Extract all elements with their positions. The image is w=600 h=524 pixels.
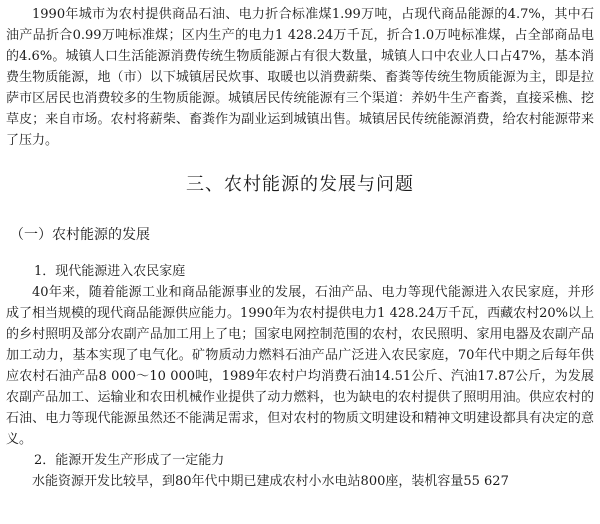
paragraph-hydropower: 水能资源开发比较早，到80年代中期已建成农村小水电站800座，装机容量55 627 xyxy=(32,474,509,489)
section-heading: 三、农村能源的发展与问题 xyxy=(186,174,414,195)
paragraph-urban-energy: 1990年城市为农村提供商品石油、电力折合标准煤1.99万吨，占现代商品能源的4.7%，其中石油产品折合0.99万吨标准煤；区内生产的电力1 428.24万千瓦，折合1.0万吨标准煤，占全部商品电的4.6%。城镇人口生活能源消费传统生物质能源占有很大数量，城镇人口中农业人口占47%，基本消费生物质能源，地（市）以下城镇居民炊事、取暖也以消费薪柴、畜粪等传统生物质能源为主，即是拉萨市区居民也消费较多的生物质能源。城镇居民传统能源有三个渠道：养奶牛生产畜粪，直接采樵、挖草皮；来自市场。农村将薪柴、畜粪作为副业运到城镇出售。城镇居民传统能源消费，给农村能源带来了压力。 xyxy=(6,7,594,148)
item-heading-modern-energy: 1．现代能源进入农民家庭 xyxy=(34,264,186,279)
subsection-heading: （一）农村能源的发展 xyxy=(10,227,150,243)
item-heading-energy-production: 2．能源开发生产形成了一定能力 xyxy=(34,453,225,468)
paragraph-modern-energy: 40年来，随着能源工业和商品能源事业的发展，石油产品、电力等现代能源进入农民家庭，并形成了相当规模的现代商品能源供应能力。1990年为农村提供电力1 428.24万千瓦，西藏农村20%以上的乡村照明及部分农副产品加工用上了电；国家电网控制范围的农村，农民照明、家用电器及农副产品加工动力，基本实现了电气化。矿物质动力燃料石油产品广泛进入农民家庭，70年代中期之后每年供应农村石油产品8 000～10 000吨，1989年农村户均消费石油14.51公斤、汽油17.87公斤，为发展农副产品加工、运输业和农田机械作业提供了动力燃料，也为缺电的农村提供了照明用油。供应农村的石油、电力等现代能源虽然还不能满足需求，但对农村的物质文明建设和精神文明建设都具有决定的意义。 xyxy=(6,285,594,447)
